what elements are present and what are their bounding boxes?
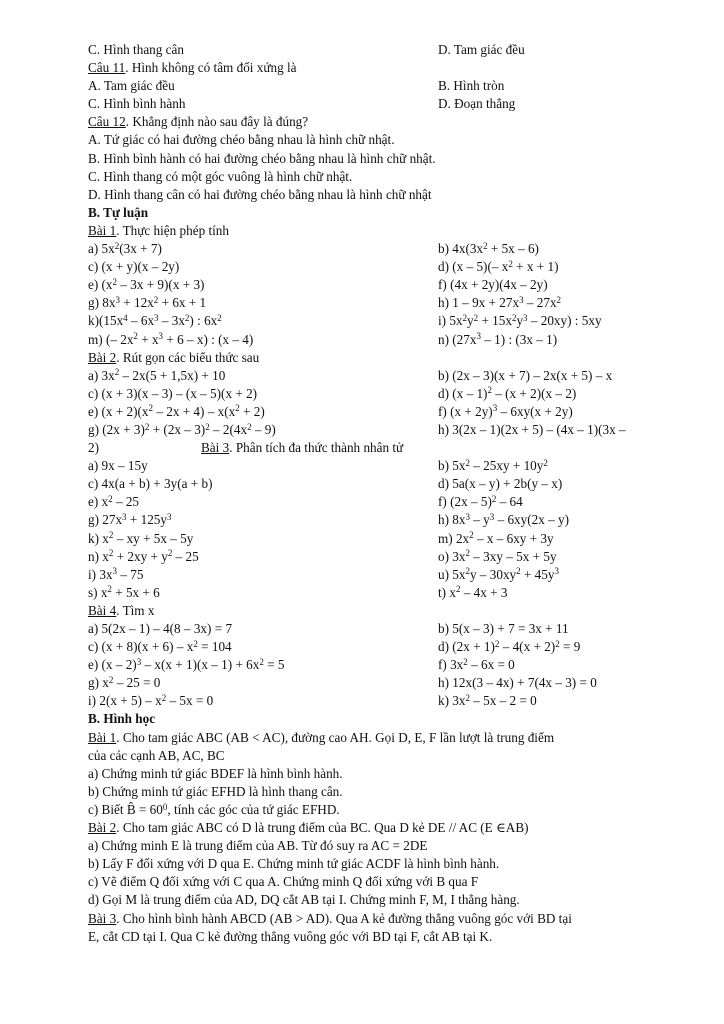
line-text: E, cắt CD tại I. Qua C kẻ đường thẳng vuông góc với BD tại F, cắt AB tại K.: [88, 928, 493, 944]
right-item: o) $3x^2 - 3xy - 5x + 5y$: [438, 548, 557, 564]
left-item: C. Hình bình hành: [88, 96, 186, 112]
paragraph-line: [88, 150, 688, 168]
left-item: k) $x^2$ – xy + 5x – 5y: [88, 530, 194, 546]
left-item: i) $2(x + 5) - x^2 - 5x = 0$: [88, 692, 214, 709]
question-text: . Hình không có tâm đối xứng là: [125, 60, 297, 76]
text-line: [88, 692, 688, 710]
text-line: [88, 566, 688, 584]
left-item: C. Hình thang cân: [88, 42, 184, 57]
right-item: b) (2x – 3)(x + 7) – 2x(x + 5) – x: [438, 367, 613, 383]
text-line: [88, 493, 688, 511]
question-text: . Phân tích đa thức thành nhân tử: [229, 440, 404, 456]
line-text: của các cạnh AB, AC, BC: [88, 747, 225, 763]
left-item: a) $3x^2 - 2x(5 + 1,5x) + 10$: [88, 367, 226, 383]
question-line: [88, 439, 688, 457]
question-text: . Thực hiện phép tính: [116, 222, 229, 238]
text-line: [88, 457, 688, 475]
text-line: [88, 312, 688, 330]
left-item: c) 4x(a + b) + 3y(a + b): [88, 476, 213, 492]
question-number: Bài 2: [88, 349, 117, 365]
question-number: Bài 2: [88, 820, 117, 836]
right-item: m) $2x^2 - x - 6xy + 3y$: [438, 530, 554, 546]
line-text: b) Lấy F đối xứng với D qua E. Chứng minh tứ giác ACDF là hình bình hành.: [88, 856, 500, 872]
text-line: [88, 240, 688, 258]
left-item: s) $x^2 + 5x + 6$: [88, 584, 160, 600]
question-line: [88, 349, 688, 367]
line-text: a) Chứng minh E là trung điểm của AB. Từ đó suy ra AC = 2DE: [88, 838, 428, 854]
left-item: a) $5x^2(3x + 7)$: [88, 240, 162, 257]
section-heading: [88, 710, 688, 728]
right-item: B. Hình tròn: [438, 78, 505, 94]
right-item: h) $1 - 9x + 27x^3 - 27x^2$: [438, 294, 562, 311]
right-item: D. Tam giác đều: [438, 42, 525, 57]
heading-text: B. Hình học: [88, 711, 156, 727]
left-item: a) 5(2x – 1) – 4(8 – 3x) = 7: [88, 621, 233, 636]
right-item: u) $5x^2y - 30xy^2 + 45y^3$: [438, 566, 559, 582]
section-heading: [88, 204, 688, 222]
left-item: e) $x^2 - 25$: [88, 493, 140, 510]
left-item: c) (x + y)(x – 2y): [88, 259, 180, 275]
question-line: [88, 602, 688, 620]
right-item: f) $(x + 2y)^3 - 6xy(x + 2y)$: [438, 403, 573, 419]
text-line: [88, 421, 688, 439]
text-line: [88, 367, 688, 385]
left-item: c) (x + 3)(x – 3) – (x – 5)(x + 2): [88, 385, 258, 401]
paragraph-line: [88, 747, 688, 765]
right-item: d) 5a(x – y) + 2b(y – x): [438, 476, 563, 492]
worksheet-content: [88, 41, 688, 946]
left-item: e) $(x - 2)^3 - x(x + 1)(x - 1) + 6x^2 = 5$: [88, 656, 285, 673]
line-text: c) Vẽ điểm Q đối xứng với C qua A. Chứng minh Q đối xứng với B qua F: [88, 874, 479, 890]
text-line: [88, 511, 688, 529]
text-line: [88, 584, 688, 602]
question-line: [88, 819, 688, 837]
question-text: . Cho tam giác ABC có D là trung điểm của BC. Qua D kẻ DE // AC (E ∈AB): [116, 820, 529, 836]
text-line: [88, 258, 688, 276]
line-text: d) Gọi M là trung điểm của AD, DQ cắt AB tại I. Chứng minh F, M, I thẳng hàng.: [88, 892, 520, 908]
text-line: [88, 331, 688, 349]
question-text: . Cho hình bình hành ABCD (AB > AD). Qua A kẻ đường thẳng vuông góc với BD tại: [116, 910, 572, 926]
line-text: a) Chứng minh tứ giác BDEF là hình bình hành.: [88, 765, 343, 781]
text-line: [88, 41, 688, 59]
text-line: [88, 77, 688, 95]
question-line: [88, 222, 688, 240]
right-item: f) (4x + 2y)(4x – 2y): [438, 277, 548, 293]
question-line: [88, 910, 688, 928]
paragraph-line: [88, 168, 688, 186]
question-text: . Tìm x: [116, 602, 155, 618]
question-number: Bài 1: [88, 222, 117, 238]
right-item: b) 5(x – 3) + 7 = 3x + 11: [438, 621, 569, 636]
text-line: [88, 656, 688, 674]
text-line: [88, 674, 688, 692]
question-line: [88, 729, 688, 747]
question-number: Câu 12: [88, 114, 126, 130]
continued-text: 2): [88, 440, 99, 456]
left-item: a) 9x – 15y: [88, 458, 148, 474]
heading-text: B. Tự luận: [88, 204, 149, 220]
question-number: Bài 1: [88, 729, 117, 745]
right-item: n) $(27x^3 - 1)$ : (3x – 1): [438, 331, 558, 347]
text-line: [88, 530, 688, 548]
left-item: g) $8x^3 + 12x^2 + 6x + 1$: [88, 294, 207, 311]
text-line: [88, 638, 688, 656]
paragraph-line: [88, 891, 688, 909]
left-item: m) (– $2x^2 + x^3 + 6 - x$) : (x – 4): [88, 331, 254, 347]
right-item: b) $5x^2 - 25xy + 10y^2$: [438, 457, 548, 474]
text-line: [88, 620, 688, 638]
text-line: [88, 294, 688, 312]
question-text: . Cho tam giác ABC (AB < AC), đường cao AH. Gọi D, E, F lần lượt là trung điểm: [116, 729, 555, 745]
line-text: C. Hình thang có một góc vuông là hình chữ nhật.: [88, 168, 353, 184]
left-item: $k)(15x^4 - 6x^3 - 3x^2)$ : $6x^2$: [88, 313, 222, 329]
right-item: f) (2x – 5)$^2$ – 64: [438, 493, 523, 510]
right-item: h) 12x(3 – 4x) + 7(4x – 3) = 0: [438, 675, 597, 691]
text-line: [88, 385, 688, 403]
paragraph-line: [88, 783, 688, 801]
paragraph-line: [88, 186, 688, 204]
paragraph-line: [88, 765, 688, 783]
right-item: h) 3(2x – 1)(2x + 5) – (4x – 1)(3x –: [438, 421, 626, 437]
left-item: g) $x^2 - 25 = 0$: [88, 674, 161, 691]
right-item: d) (x – 5)(– $x^2 + x + 1$): [438, 258, 559, 275]
left-item: n) $x^2 + 2xy + y^2 - 25$: [88, 548, 199, 564]
question-text: . Khẳng định nào sau đây là đúng?: [125, 114, 309, 130]
line-text: D. Hình thang cân có hai đường chéo bằng nhau là hình chữ nhật: [88, 186, 432, 202]
line-text: A. Tứ giác có hai đường chéo bằng nhau là hình chữ nhật.: [88, 132, 395, 148]
right-item: h) $8x^3 - y^3 - 6xy(2x - y)$: [438, 512, 569, 528]
paragraph-line: [88, 928, 688, 946]
left-item: i) $3x^3 - 75$: [88, 566, 144, 582]
left-item: c) $(x + 8)(x + 6) - x^2 = 104$: [88, 638, 232, 655]
left-item: A. Tam giác đều: [88, 78, 175, 94]
question-line: [88, 113, 688, 131]
text-line: [88, 276, 688, 294]
right-item: d) (x – 1)$^2$ – (x + 2)(x – 2): [438, 385, 577, 401]
question-line: [88, 59, 688, 77]
right-item: i) $5x^2y^2 + 15x^2y^3 - 20xy$) : 5xy: [438, 313, 602, 329]
right-item: t) $x^2 - 4x + 3$: [438, 584, 508, 600]
text-line: [88, 475, 688, 493]
text-line: [88, 95, 688, 113]
question-heading: [201, 439, 403, 457]
right-item: k) $3x^2 - 5x - 2 = 0$: [438, 692, 537, 709]
left-item: g) $(2x + 3)^2 + (2x - 3)^2 - 2(4x^2 - 9)$: [88, 421, 276, 437]
left-item: e) $(x + 2)(x^2 - 2x + 4) - x(x^2 + 2)$: [88, 403, 265, 419]
paragraph-line: [88, 131, 688, 149]
question-number: Bài 4: [88, 602, 117, 618]
right-item: f) $3x^2 - 6x = 0$: [438, 656, 515, 673]
line-text: c) Biết B̂ = $60^0$, tính các góc của tứ giác EFHD.: [88, 801, 340, 817]
line-text: b) Chứng minh tứ giác EFHD là hình thang cân.: [88, 783, 343, 799]
paragraph-line: [88, 855, 688, 873]
question-number: Câu 11: [88, 60, 126, 76]
text-line: [88, 403, 688, 421]
text-line: [88, 548, 688, 566]
left-item: e) $(x^2 - 3x + 9)(x + 3)$: [88, 276, 205, 293]
paragraph-line: [88, 873, 688, 891]
question-text: . Rút gọn các biểu thức sau: [116, 349, 260, 365]
paragraph-line: [88, 801, 688, 819]
right-item: D. Đoạn thẳng: [438, 96, 516, 112]
paragraph-line: [88, 837, 688, 855]
left-item: g) $27x^3 + 125y^3$: [88, 512, 172, 528]
line-text: B. Hình bình hành có hai đường chéo bằng nhau là hình chữ nhật.: [88, 150, 436, 166]
right-item: d) $(2x + 1)^2 - 4(x + 2)^2 = 9$: [438, 638, 581, 655]
question-number: Bài 3: [88, 910, 117, 926]
question-number: Bài 3: [201, 440, 230, 456]
right-item: b) $4x(3x^2 + 5x - 6)$: [438, 240, 539, 257]
